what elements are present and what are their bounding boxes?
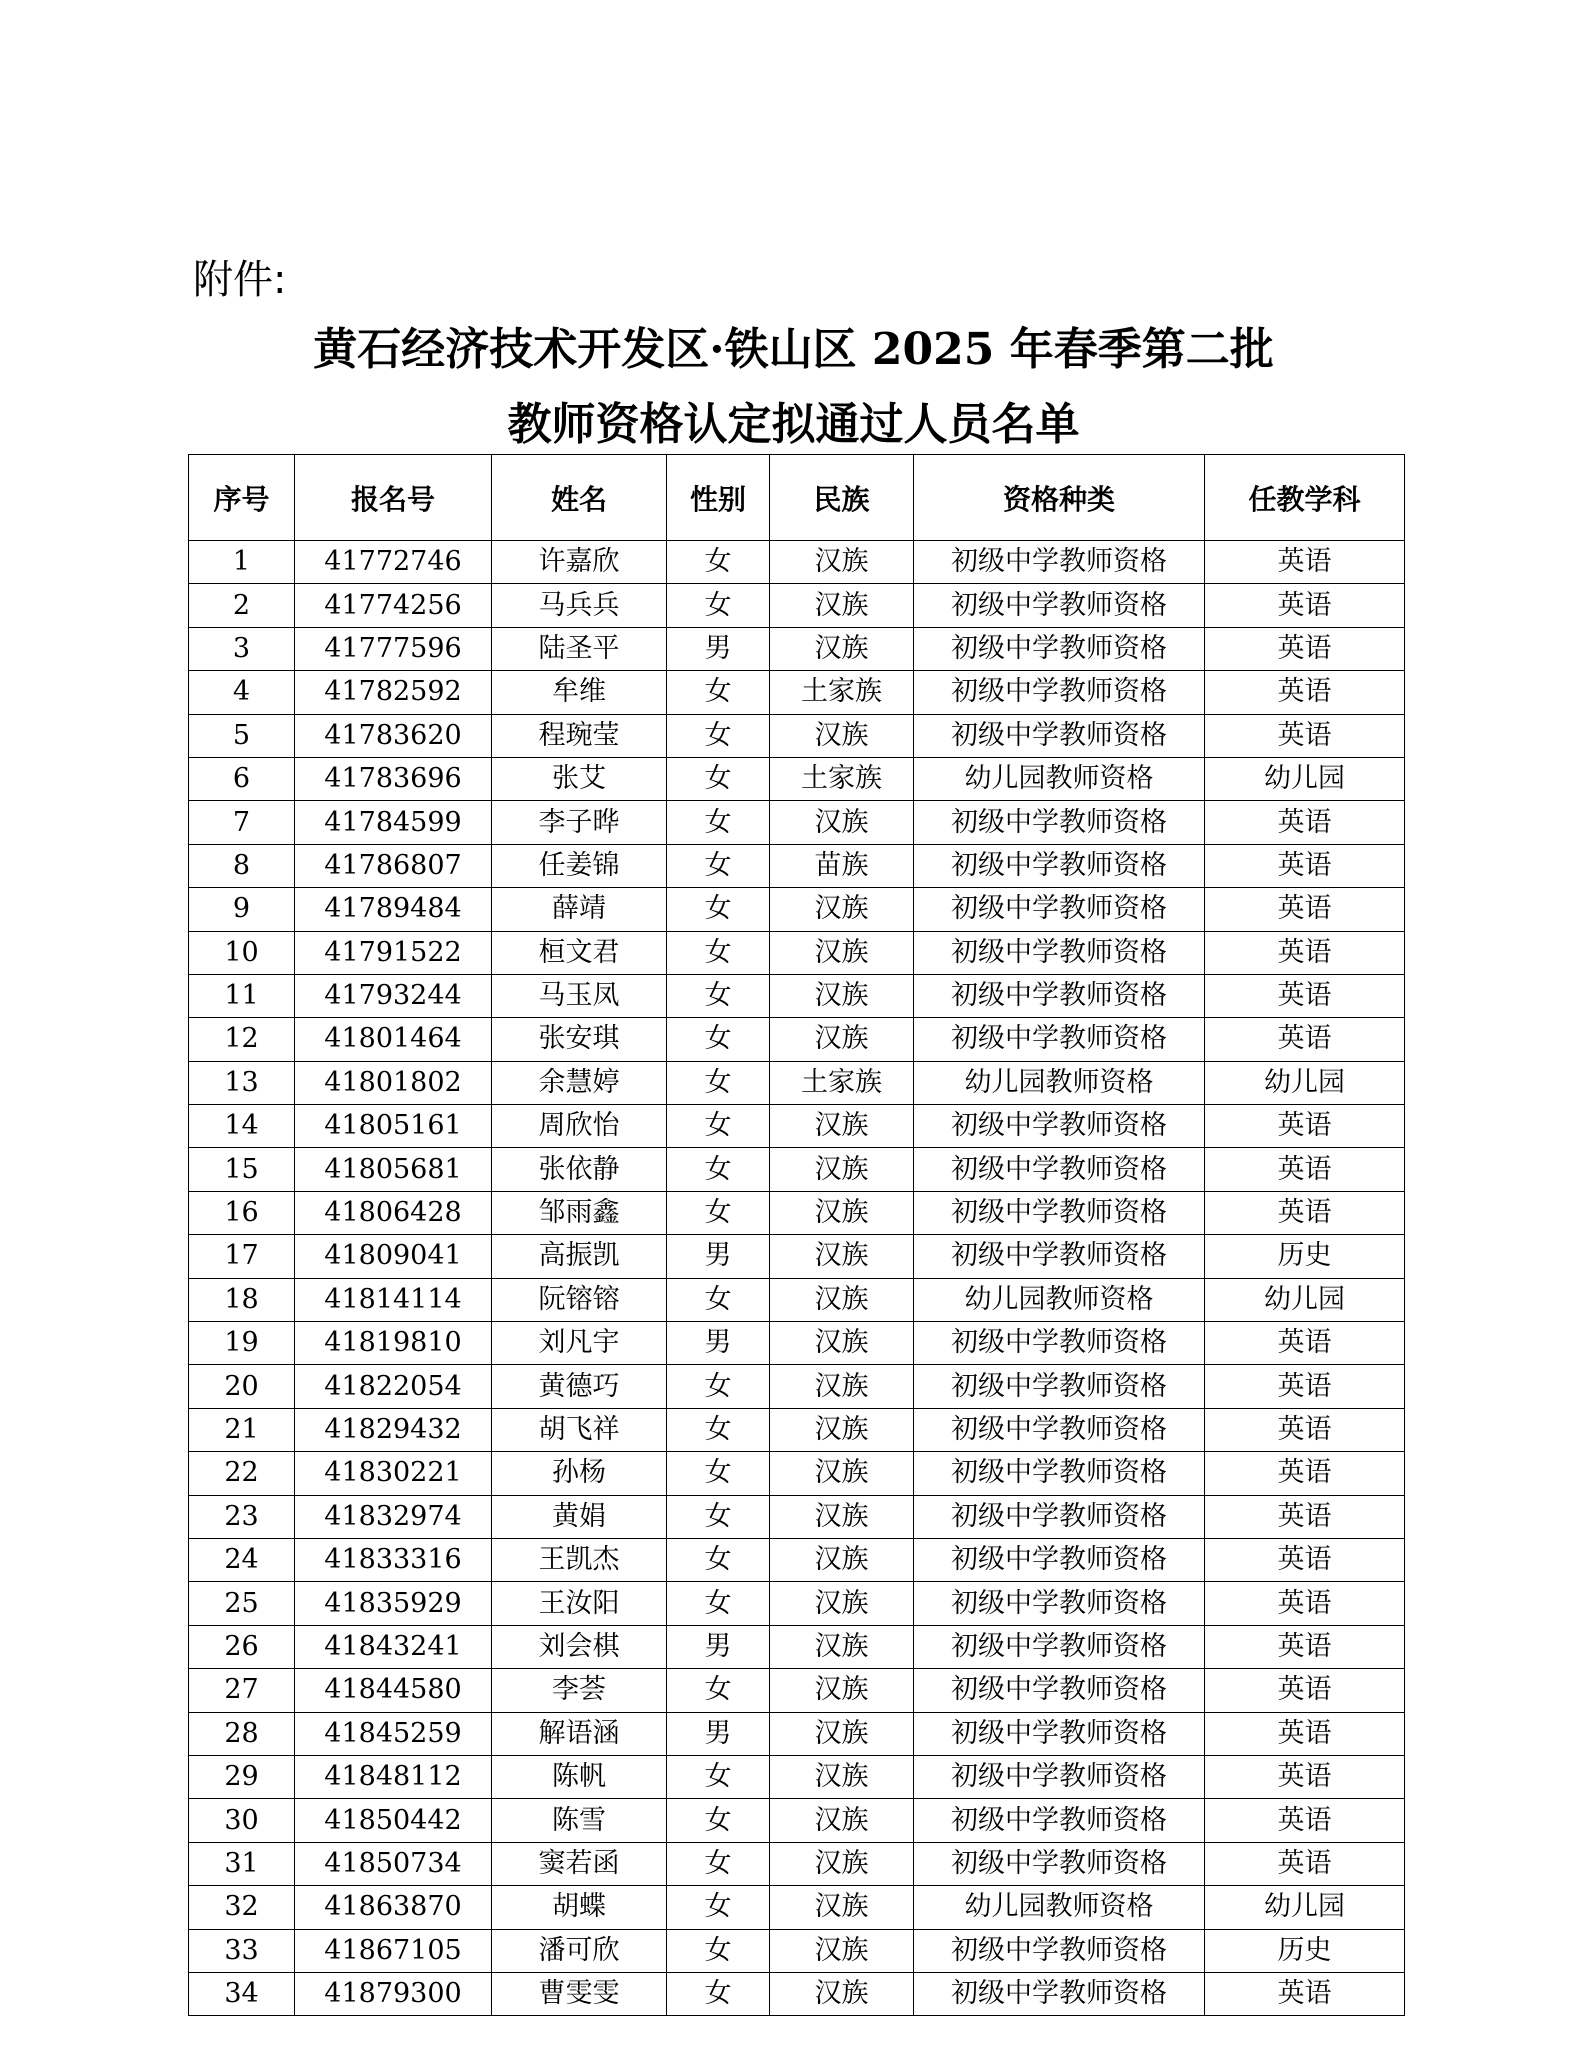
table-row (189, 1538, 1405, 1581)
cell-col-registration-no: 41867105 (295, 1929, 492, 1972)
cell-col-qualification-type: 初级中学教师资格 (914, 801, 1205, 844)
table-row (189, 1972, 1405, 2015)
cell-col-ethnicity: 汉族 (770, 888, 914, 931)
cell-col-index: 32 (189, 1886, 295, 1929)
cell-col-registration-no: 41789484 (295, 888, 492, 931)
table-row (189, 1235, 1405, 1278)
cell-col-registration-no: 41879300 (295, 1972, 492, 2015)
cell-col-subject: 英语 (1205, 1322, 1405, 1365)
cell-col-name: 薛靖 (492, 888, 667, 931)
table-row (189, 1495, 1405, 1538)
cell-col-subject: 英语 (1205, 1799, 1405, 1842)
cell-col-ethnicity: 土家族 (770, 671, 914, 714)
cell-col-name: 邹雨鑫 (492, 1191, 667, 1234)
table-row (189, 888, 1405, 931)
cell-col-subject: 幼儿园 (1205, 1061, 1405, 1104)
cell-col-ethnicity: 汉族 (770, 1105, 914, 1148)
cell-col-name: 马玉凤 (492, 974, 667, 1017)
cell-col-index: 34 (189, 1972, 295, 2015)
table-row (189, 801, 1405, 844)
cell-col-name: 王汝阳 (492, 1582, 667, 1625)
table-row (189, 1278, 1405, 1321)
cell-col-gender: 女 (667, 1452, 770, 1495)
cell-col-index: 30 (189, 1799, 295, 1842)
cell-col-index: 4 (189, 671, 295, 714)
cell-col-qualification-type: 初级中学教师资格 (914, 974, 1205, 1017)
cell-col-qualification-type: 初级中学教师资格 (914, 1972, 1205, 2015)
cell-col-qualification-type: 初级中学教师资格 (914, 1452, 1205, 1495)
cell-col-index: 19 (189, 1322, 295, 1365)
cell-col-ethnicity: 汉族 (770, 1929, 914, 1972)
table-row (189, 1452, 1405, 1495)
table-row (189, 844, 1405, 887)
table-row (189, 974, 1405, 1017)
cell-col-gender: 女 (667, 1972, 770, 2015)
header-col-subject: 任教学科 (1205, 455, 1405, 541)
cell-col-gender: 女 (667, 671, 770, 714)
cell-col-registration-no: 41772746 (295, 541, 492, 584)
cell-col-registration-no: 41848112 (295, 1755, 492, 1798)
cell-col-qualification-type: 初级中学教师资格 (914, 888, 1205, 931)
cell-col-ethnicity: 汉族 (770, 1018, 914, 1061)
cell-col-subject: 英语 (1205, 1495, 1405, 1538)
cell-col-index: 14 (189, 1105, 295, 1148)
cell-col-ethnicity: 汉族 (770, 1408, 914, 1451)
cell-col-gender: 男 (667, 627, 770, 670)
table-row (189, 1105, 1405, 1148)
cell-col-index: 26 (189, 1625, 295, 1668)
cell-col-subject: 英语 (1205, 1191, 1405, 1234)
cell-col-name: 任姜锦 (492, 844, 667, 887)
cell-col-qualification-type: 初级中学教师资格 (914, 1365, 1205, 1408)
cell-col-ethnicity: 土家族 (770, 757, 914, 800)
cell-col-gender: 女 (667, 931, 770, 974)
cell-col-name: 黄德巧 (492, 1365, 667, 1408)
cell-col-qualification-type: 初级中学教师资格 (914, 1799, 1205, 1842)
cell-col-gender: 女 (667, 1105, 770, 1148)
cell-col-index: 12 (189, 1018, 295, 1061)
cell-col-subject: 英语 (1205, 1018, 1405, 1061)
cell-col-qualification-type: 初级中学教师资格 (914, 1018, 1205, 1061)
cell-col-subject: 英语 (1205, 627, 1405, 670)
cell-col-subject: 英语 (1205, 844, 1405, 887)
cell-col-subject: 英语 (1205, 974, 1405, 1017)
cell-col-registration-no: 41835929 (295, 1582, 492, 1625)
table-row (189, 1842, 1405, 1885)
cell-col-gender: 女 (667, 1929, 770, 1972)
cell-col-ethnicity: 汉族 (770, 1755, 914, 1798)
cell-col-qualification-type: 初级中学教师资格 (914, 1105, 1205, 1148)
cell-col-name: 李子晔 (492, 801, 667, 844)
cell-col-registration-no: 41806428 (295, 1191, 492, 1234)
cell-col-gender: 女 (667, 1799, 770, 1842)
cell-col-name: 窦若函 (492, 1842, 667, 1885)
cell-col-ethnicity: 汉族 (770, 1191, 914, 1234)
cell-col-gender: 女 (667, 844, 770, 887)
cell-col-index: 28 (189, 1712, 295, 1755)
cell-col-gender: 女 (667, 584, 770, 627)
cell-col-name: 陈雪 (492, 1799, 667, 1842)
approved-teachers-table (188, 454, 1405, 2016)
cell-col-registration-no: 41774256 (295, 584, 492, 627)
cell-col-ethnicity: 汉族 (770, 1842, 914, 1885)
table-body (189, 541, 1405, 2016)
cell-col-gender: 女 (667, 1018, 770, 1061)
cell-col-subject: 幼儿园 (1205, 757, 1405, 800)
cell-col-gender: 女 (667, 1538, 770, 1581)
cell-col-index: 5 (189, 714, 295, 757)
table-row (189, 1582, 1405, 1625)
cell-col-qualification-type: 初级中学教师资格 (914, 1235, 1205, 1278)
cell-col-index: 3 (189, 627, 295, 670)
table-row (189, 1061, 1405, 1104)
cell-col-subject: 英语 (1205, 1972, 1405, 2015)
cell-col-name: 曹雯雯 (492, 1972, 667, 2015)
cell-col-gender: 女 (667, 1278, 770, 1321)
cell-col-ethnicity: 汉族 (770, 1886, 914, 1929)
cell-col-registration-no: 41822054 (295, 1365, 492, 1408)
cell-col-gender: 男 (667, 1235, 770, 1278)
cell-col-gender: 女 (667, 1842, 770, 1885)
cell-col-ethnicity: 汉族 (770, 974, 914, 1017)
document-title-line2: 教师资格认定拟通过人员名单 (507, 399, 1080, 450)
table-row (189, 931, 1405, 974)
cell-col-registration-no: 41784599 (295, 801, 492, 844)
cell-col-name: 许嘉欣 (492, 541, 667, 584)
cell-col-gender: 女 (667, 714, 770, 757)
cell-col-subject: 英语 (1205, 1105, 1405, 1148)
cell-col-ethnicity: 汉族 (770, 714, 914, 757)
cell-col-qualification-type: 初级中学教师资格 (914, 1755, 1205, 1798)
cell-col-registration-no: 41845259 (295, 1712, 492, 1755)
cell-col-ethnicity: 汉族 (770, 1148, 914, 1191)
cell-col-ethnicity: 汉族 (770, 1538, 914, 1581)
cell-col-ethnicity: 土家族 (770, 1061, 914, 1104)
cell-col-subject: 英语 (1205, 1582, 1405, 1625)
table-row (189, 1712, 1405, 1755)
cell-col-index: 9 (189, 888, 295, 931)
cell-col-registration-no: 41829432 (295, 1408, 492, 1451)
cell-col-registration-no: 41843241 (295, 1625, 492, 1668)
cell-col-subject: 英语 (1205, 931, 1405, 974)
cell-col-name: 孙杨 (492, 1452, 667, 1495)
cell-col-subject: 英语 (1205, 1148, 1405, 1191)
table-row (189, 1799, 1405, 1842)
cell-col-index: 31 (189, 1842, 295, 1885)
table-row (189, 1408, 1405, 1451)
header-col-gender: 性别 (667, 455, 770, 541)
cell-col-registration-no: 41805681 (295, 1148, 492, 1191)
cell-col-ethnicity: 汉族 (770, 627, 914, 670)
cell-col-subject: 英语 (1205, 1365, 1405, 1408)
table-row (189, 1755, 1405, 1798)
cell-col-subject: 幼儿园 (1205, 1886, 1405, 1929)
cell-col-ethnicity: 汉族 (770, 1712, 914, 1755)
cell-col-index: 21 (189, 1408, 295, 1451)
cell-col-registration-no: 41832974 (295, 1495, 492, 1538)
cell-col-index: 17 (189, 1235, 295, 1278)
cell-col-name: 王凯杰 (492, 1538, 667, 1581)
cell-col-gender: 女 (667, 541, 770, 584)
cell-col-gender: 女 (667, 1365, 770, 1408)
table-row (189, 1191, 1405, 1234)
cell-col-name: 马兵兵 (492, 584, 667, 627)
cell-col-gender: 女 (667, 1191, 770, 1234)
cell-col-index: 23 (189, 1495, 295, 1538)
cell-col-name: 牟维 (492, 671, 667, 714)
cell-col-name: 张艾 (492, 757, 667, 800)
table-row (189, 1365, 1405, 1408)
cell-col-qualification-type: 初级中学教师资格 (914, 1669, 1205, 1712)
cell-col-subject: 英语 (1205, 1669, 1405, 1712)
cell-col-subject: 英语 (1205, 1538, 1405, 1581)
cell-col-qualification-type: 幼儿园教师资格 (914, 1061, 1205, 1104)
cell-col-qualification-type: 初级中学教师资格 (914, 1322, 1205, 1365)
cell-col-index: 22 (189, 1452, 295, 1495)
cell-col-registration-no: 41793244 (295, 974, 492, 1017)
cell-col-ethnicity: 汉族 (770, 1972, 914, 2015)
cell-col-gender: 男 (667, 1712, 770, 1755)
table-row (189, 1322, 1405, 1365)
table-row (189, 1669, 1405, 1712)
cell-col-qualification-type: 初级中学教师资格 (914, 584, 1205, 627)
cell-col-ethnicity: 汉族 (770, 1365, 914, 1408)
header-col-ethnicity: 民族 (770, 455, 914, 541)
cell-col-qualification-type: 初级中学教师资格 (914, 541, 1205, 584)
cell-col-ethnicity: 汉族 (770, 584, 914, 627)
cell-col-index: 11 (189, 974, 295, 1017)
cell-col-registration-no: 41783696 (295, 757, 492, 800)
cell-col-registration-no: 41830221 (295, 1452, 492, 1495)
cell-col-subject: 英语 (1205, 541, 1405, 584)
header-col-name: 姓名 (492, 455, 667, 541)
cell-col-subject: 英语 (1205, 714, 1405, 757)
cell-col-gender: 女 (667, 1061, 770, 1104)
cell-col-name: 胡蝶 (492, 1886, 667, 1929)
cell-col-registration-no: 41786807 (295, 844, 492, 887)
cell-col-qualification-type: 初级中学教师资格 (914, 714, 1205, 757)
cell-col-registration-no: 41863870 (295, 1886, 492, 1929)
cell-col-subject: 英语 (1205, 888, 1405, 931)
document-title-line1: 黄石经济技术开发区·铁山区 2025 年春季第二批 (313, 324, 1274, 375)
table-row (189, 1625, 1405, 1668)
cell-col-ethnicity: 汉族 (770, 1582, 914, 1625)
cell-col-ethnicity: 汉族 (770, 801, 914, 844)
cell-col-name: 程琬莹 (492, 714, 667, 757)
cell-col-name: 黄娟 (492, 1495, 667, 1538)
cell-col-subject: 历史 (1205, 1235, 1405, 1278)
cell-col-ethnicity: 汉族 (770, 1495, 914, 1538)
cell-col-index: 24 (189, 1538, 295, 1581)
table-row (189, 1148, 1405, 1191)
cell-col-subject: 历史 (1205, 1929, 1405, 1972)
cell-col-gender: 女 (667, 1886, 770, 1929)
header-col-qualification-type: 资格种类 (914, 455, 1205, 541)
cell-col-index: 33 (189, 1929, 295, 1972)
cell-col-name: 李荟 (492, 1669, 667, 1712)
cell-col-qualification-type: 初级中学教师资格 (914, 1582, 1205, 1625)
cell-col-gender: 女 (667, 1495, 770, 1538)
cell-col-subject: 英语 (1205, 671, 1405, 714)
cell-col-registration-no: 41850442 (295, 1799, 492, 1842)
cell-col-subject: 英语 (1205, 1625, 1405, 1668)
header-col-index: 序号 (189, 455, 295, 541)
cell-col-registration-no: 41783620 (295, 714, 492, 757)
cell-col-index: 16 (189, 1191, 295, 1234)
cell-col-subject: 英语 (1205, 584, 1405, 627)
cell-col-ethnicity: 汉族 (770, 1799, 914, 1842)
cell-col-qualification-type: 初级中学教师资格 (914, 1495, 1205, 1538)
cell-col-registration-no: 41833316 (295, 1538, 492, 1581)
cell-col-name: 周欣怡 (492, 1105, 667, 1148)
cell-col-name: 张安琪 (492, 1018, 667, 1061)
table-row (189, 541, 1405, 584)
cell-col-gender: 女 (667, 888, 770, 931)
table-row (189, 1929, 1405, 1972)
cell-col-subject: 英语 (1205, 1842, 1405, 1885)
table-row (189, 714, 1405, 757)
cell-col-subject: 幼儿园 (1205, 1278, 1405, 1321)
cell-col-qualification-type: 初级中学教师资格 (914, 1842, 1205, 1885)
cell-col-qualification-type: 初级中学教师资格 (914, 1408, 1205, 1451)
cell-col-ethnicity: 汉族 (770, 1625, 914, 1668)
cell-col-index: 8 (189, 844, 295, 887)
cell-col-subject: 英语 (1205, 1408, 1405, 1451)
cell-col-name: 胡飞祥 (492, 1408, 667, 1451)
cell-col-ethnicity: 汉族 (770, 1278, 914, 1321)
cell-col-subject: 英语 (1205, 1755, 1405, 1798)
cell-col-qualification-type: 幼儿园教师资格 (914, 1886, 1205, 1929)
cell-col-gender: 女 (667, 1408, 770, 1451)
cell-col-registration-no: 41782592 (295, 671, 492, 714)
cell-col-qualification-type: 初级中学教师资格 (914, 1712, 1205, 1755)
cell-col-qualification-type: 初级中学教师资格 (914, 1191, 1205, 1234)
cell-col-index: 18 (189, 1278, 295, 1321)
cell-col-gender: 女 (667, 1582, 770, 1625)
cell-col-registration-no: 41801802 (295, 1061, 492, 1104)
cell-col-registration-no: 41850734 (295, 1842, 492, 1885)
header-col-registration-no: 报名号 (295, 455, 492, 541)
table-row (189, 1018, 1405, 1061)
table-row (189, 757, 1405, 800)
cell-col-qualification-type: 初级中学教师资格 (914, 627, 1205, 670)
cell-col-gender: 女 (667, 1669, 770, 1712)
cell-col-gender: 男 (667, 1625, 770, 1668)
cell-col-name: 桓文君 (492, 931, 667, 974)
cell-col-ethnicity: 汉族 (770, 541, 914, 584)
cell-col-qualification-type: 幼儿园教师资格 (914, 1278, 1205, 1321)
cell-col-gender: 女 (667, 801, 770, 844)
cell-col-index: 29 (189, 1755, 295, 1798)
cell-col-index: 15 (189, 1148, 295, 1191)
cell-col-ethnicity: 汉族 (770, 1669, 914, 1712)
cell-col-ethnicity: 汉族 (770, 1235, 914, 1278)
cell-col-name: 解语涵 (492, 1712, 667, 1755)
cell-col-qualification-type: 初级中学教师资格 (914, 671, 1205, 714)
cell-col-index: 6 (189, 757, 295, 800)
cell-col-index: 2 (189, 584, 295, 627)
cell-col-index: 10 (189, 931, 295, 974)
cell-col-subject: 英语 (1205, 1712, 1405, 1755)
cell-col-registration-no: 41844580 (295, 1669, 492, 1712)
cell-col-gender: 女 (667, 1148, 770, 1191)
cell-col-registration-no: 41801464 (295, 1018, 492, 1061)
cell-col-gender: 女 (667, 974, 770, 1017)
cell-col-ethnicity: 汉族 (770, 1322, 914, 1365)
table-row (189, 584, 1405, 627)
cell-col-registration-no: 41814114 (295, 1278, 492, 1321)
cell-col-ethnicity: 苗族 (770, 844, 914, 887)
cell-col-ethnicity: 汉族 (770, 931, 914, 974)
cell-col-gender: 女 (667, 1755, 770, 1798)
cell-col-index: 7 (189, 801, 295, 844)
cell-col-qualification-type: 初级中学教师资格 (914, 844, 1205, 887)
cell-col-qualification-type: 幼儿园教师资格 (914, 757, 1205, 800)
cell-col-name: 高振凯 (492, 1235, 667, 1278)
table-header-row (189, 455, 1405, 541)
cell-col-name: 余慧婷 (492, 1061, 667, 1104)
cell-col-name: 刘会棋 (492, 1625, 667, 1668)
cell-col-qualification-type: 初级中学教师资格 (914, 1625, 1205, 1668)
cell-col-index: 25 (189, 1582, 295, 1625)
cell-col-index: 13 (189, 1061, 295, 1104)
table-row (189, 671, 1405, 714)
cell-col-name: 陈帆 (492, 1755, 667, 1798)
cell-col-qualification-type: 初级中学教师资格 (914, 1538, 1205, 1581)
table-row (189, 627, 1405, 670)
cell-col-gender: 男 (667, 1322, 770, 1365)
attachment-label: 附件: (193, 257, 287, 303)
cell-col-registration-no: 41791522 (295, 931, 492, 974)
table-row (189, 1886, 1405, 1929)
cell-col-qualification-type: 初级中学教师资格 (914, 1929, 1205, 1972)
cell-col-name: 阮镕镕 (492, 1278, 667, 1321)
cell-col-name: 潘可欣 (492, 1929, 667, 1972)
cell-col-index: 27 (189, 1669, 295, 1712)
cell-col-name: 陆圣平 (492, 627, 667, 670)
cell-col-ethnicity: 汉族 (770, 1452, 914, 1495)
cell-col-name: 刘凡宇 (492, 1322, 667, 1365)
cell-col-name: 张依静 (492, 1148, 667, 1191)
cell-col-qualification-type: 初级中学教师资格 (914, 931, 1205, 974)
cell-col-gender: 女 (667, 757, 770, 800)
cell-col-index: 1 (189, 541, 295, 584)
cell-col-registration-no: 41777596 (295, 627, 492, 670)
cell-col-registration-no: 41819810 (295, 1322, 492, 1365)
cell-col-index: 20 (189, 1365, 295, 1408)
cell-col-subject: 英语 (1205, 801, 1405, 844)
cell-col-registration-no: 41809041 (295, 1235, 492, 1278)
cell-col-registration-no: 41805161 (295, 1105, 492, 1148)
cell-col-subject: 英语 (1205, 1452, 1405, 1495)
cell-col-qualification-type: 初级中学教师资格 (914, 1148, 1205, 1191)
